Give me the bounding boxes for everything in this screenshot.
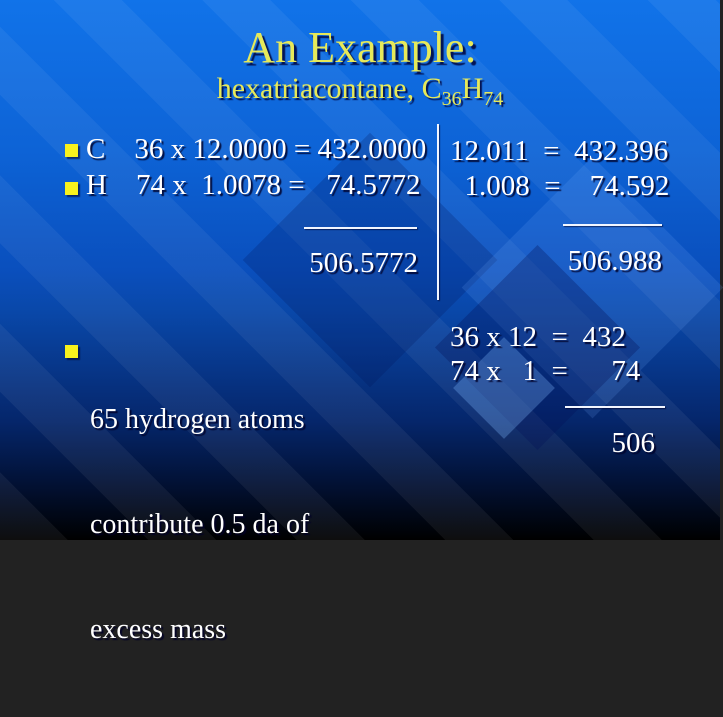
average-total: 506.988 bbox=[567, 245, 662, 277]
nominal-sum-line bbox=[565, 406, 665, 408]
formula-subscript-carbon: 36 bbox=[441, 88, 462, 110]
nominal-total: 506 bbox=[611, 427, 655, 459]
average-sum-line bbox=[563, 224, 662, 226]
bullet-icon bbox=[65, 182, 78, 195]
bullet-icon bbox=[65, 144, 78, 157]
note-line-1: 65 hydrogen atoms bbox=[90, 404, 305, 435]
slide-subtitle bbox=[0, 72, 720, 110]
average-row-hydrogen: 1.008 = 74.592 bbox=[450, 170, 670, 202]
column-divider-line bbox=[437, 124, 439, 300]
slide-title: An Example: bbox=[243, 23, 477, 72]
nominal-row-carbon: 36 x 12 = 432 bbox=[450, 321, 626, 353]
note-line-3: excess mass bbox=[90, 614, 227, 645]
nominal-row-hydrogen: 74 x 1 = 74 bbox=[450, 355, 641, 387]
subtitle-compound-name: hexatriacontane, C bbox=[216, 72, 442, 105]
formula-element-hydrogen: H bbox=[461, 72, 484, 105]
monoisotopic-row-carbon: C 36 x 12.0000 = 432.0000 bbox=[86, 133, 427, 165]
monoisotopic-total: 506.5772 bbox=[309, 247, 418, 279]
note-text bbox=[90, 332, 309, 717]
note-line-2: contribute 0.5 da of bbox=[90, 509, 310, 540]
monoisotopic-sum-line bbox=[304, 227, 417, 229]
bullet-icon bbox=[65, 345, 78, 358]
monoisotopic-row-hydrogen: H 74 x 1.0078 = 74.5772 bbox=[86, 169, 421, 201]
formula-subscript-hydrogen: 74 bbox=[483, 88, 504, 110]
average-row-carbon: 12.011 = 432.396 bbox=[450, 135, 669, 167]
